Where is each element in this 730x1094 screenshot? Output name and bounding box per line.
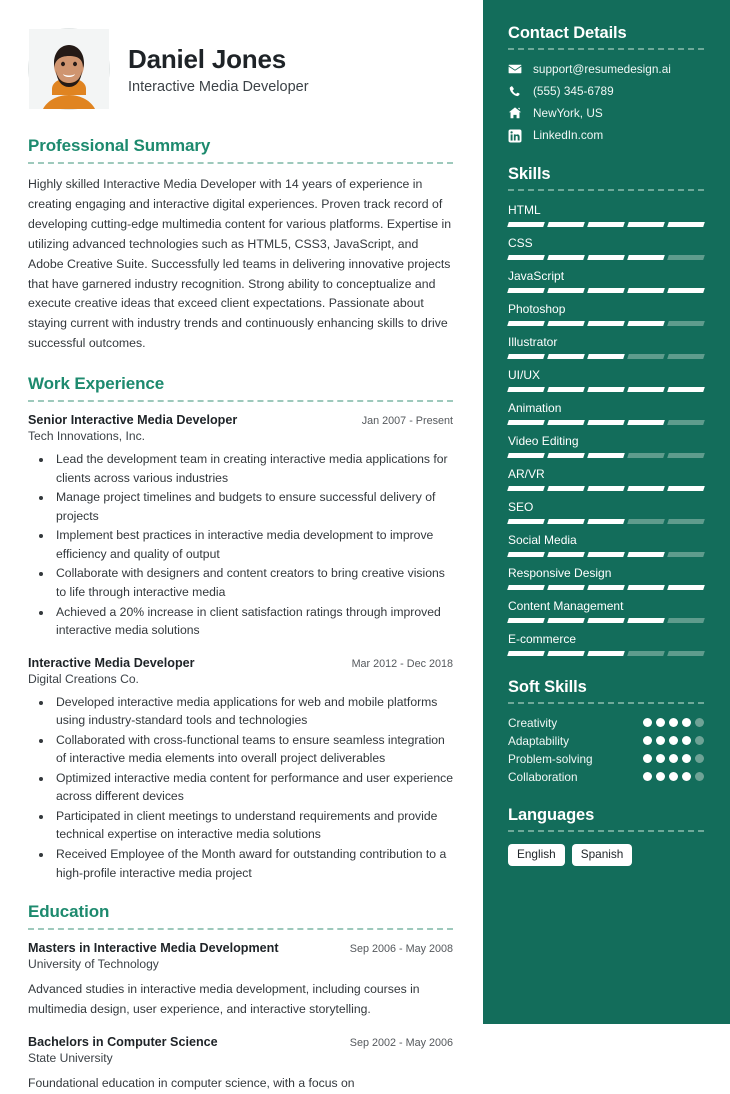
avatar (28, 28, 110, 110)
rating-dot-filled (682, 772, 691, 781)
skill-bar-segment (547, 387, 585, 392)
skill-bar-segment (547, 519, 585, 524)
skill-bar-segment (667, 222, 705, 227)
list-item: • Implement best practices in interactive media development to improve efficiency and quality of output (53, 526, 453, 563)
skill-row (508, 434, 704, 458)
skill-row (508, 599, 704, 623)
work-entry-bullets (28, 693, 453, 882)
skill-bar-segment (587, 519, 625, 524)
contact-text: LinkedIn.com (533, 128, 604, 143)
skill-bar-segment (627, 387, 665, 392)
summary-text: Highly skilled Interactive Media Developer with 14 years of experience in creating engaging and interactive digital experiences. Proven track record of developing cutting-edge multimedia content for various platforms. Expertise in utilizing advanced technologies such as HTML5, CSS3, JavaScript, and Adobe Creative Suite. Successfully led teams in delivering innovative projects that have garnered industry recognition. Strong ability to conceptualize and execute creative ideas that exceed client expectations. Passionate about staying current with industry trends and continuously enhancing skills to drive successful outcomes. (28, 177, 452, 351)
rating-dot-filled (682, 736, 691, 745)
skill-row (508, 368, 704, 392)
work-entry-org: Digital Creations Co. (28, 671, 139, 686)
language-tag: Spanish (572, 844, 633, 866)
skill-bar-segment (667, 552, 705, 557)
education-entry-head (28, 1035, 453, 1049)
skill-bar-segment (547, 354, 585, 359)
work-entry-date: Jan 2007 - Present (361, 415, 453, 428)
skill-row (508, 566, 704, 590)
rating-dot-filled (643, 772, 652, 781)
sidebar-title-languages: Languages (508, 805, 595, 824)
list-item: • Participated in client meetings to understand requirements and provide technical expertise on interactive media solutions (53, 807, 453, 844)
rating-dot-filled (669, 718, 678, 727)
divider (28, 162, 453, 164)
contact-item[interactable] (508, 128, 704, 142)
section-title-summary: Professional Summary (28, 136, 211, 155)
section-professional-summary (28, 136, 453, 354)
skill-bar-segment (507, 321, 545, 326)
section-soft-skills (508, 678, 704, 784)
skill-bar-segment (667, 420, 705, 425)
skill-name: Responsive Design (508, 565, 612, 580)
contact-item[interactable] (508, 106, 704, 120)
rating-dot-filled (656, 736, 665, 745)
education-entry-date: Sep 2002 - May 2006 (349, 1037, 453, 1050)
divider (28, 400, 453, 402)
skill-name: SEO (508, 499, 534, 514)
skill-bar-segment (507, 354, 545, 359)
skill-bar-segment (587, 618, 625, 623)
skill-bar-segment (507, 453, 545, 458)
work-entry-date: Mar 2012 - Dec 2018 (351, 657, 453, 670)
skill-bar-segment (507, 618, 545, 623)
page-title: Daniel Jones (128, 44, 286, 75)
skill-bar-segment (667, 387, 705, 392)
skill-bar-segment (667, 255, 705, 260)
skill-bar-segment (547, 651, 585, 656)
soft-skill-name: Collaboration (508, 769, 578, 784)
skill-bar-segment (627, 420, 665, 425)
skill-bar-segment (547, 552, 585, 557)
skill-level-bar (508, 486, 704, 491)
skill-bar-segment (627, 486, 665, 491)
name-block (128, 43, 309, 95)
rating-dot-filled (682, 754, 691, 763)
work-entry-head (28, 413, 453, 427)
rating-dot-filled (656, 754, 665, 763)
skills-list (508, 203, 704, 656)
linkedin-icon (508, 129, 522, 143)
skill-name: AR/VR (508, 466, 545, 481)
skill-level-bar (508, 453, 704, 458)
skill-name: E-commerce (508, 631, 577, 646)
soft-skill-name: Creativity (508, 715, 558, 730)
rating-dot-filled (643, 718, 652, 727)
contact-text: (555) 345-6789 (533, 84, 614, 99)
home-icon (508, 106, 522, 120)
rating-dot-filled (656, 718, 665, 727)
section-languages (508, 806, 704, 866)
sidebar-title-skills: Skills (508, 164, 551, 183)
soft-skill-rating (643, 736, 704, 745)
skill-bar-segment (587, 354, 625, 359)
skill-bar-segment (507, 651, 545, 656)
list-item: • Lead the development team in creating interactive media applications for clients across various industries (53, 450, 453, 487)
skill-bar-segment (587, 255, 625, 260)
soft-skill-rating (643, 754, 704, 763)
section-education (28, 902, 453, 1094)
skill-bar-segment (667, 453, 705, 458)
education-entry-description: Advanced studies in interactive media development, including courses in multimedia design, user experience, and interactive storytelling. (28, 982, 420, 1016)
skill-bar-segment (507, 387, 545, 392)
rating-dot-empty (695, 736, 704, 745)
education-list (28, 941, 453, 1094)
skill-bar-segment (547, 453, 585, 458)
list-item: • Optimized interactive media content for performance and user experience across different devices (53, 769, 453, 806)
skill-name: CSS (508, 235, 533, 250)
skill-row (508, 467, 704, 491)
skill-level-bar (508, 321, 704, 326)
skill-name: Photoshop (508, 301, 566, 316)
list-item: • Manage project timelines and budgets to ensure successful delivery of projects (53, 488, 453, 525)
education-entry-degree: Bachelors in Computer Science (28, 1035, 218, 1050)
skill-level-bar (508, 222, 704, 227)
section-work-experience (28, 374, 453, 882)
skill-row (508, 401, 704, 425)
divider (508, 189, 704, 191)
section-title-education: Education (28, 902, 110, 922)
skill-bar-segment (587, 321, 625, 326)
skill-level-bar (508, 387, 704, 392)
skill-name: JavaScript (508, 268, 565, 283)
skill-name: Video Editing (508, 433, 579, 448)
soft-skills-list (508, 716, 704, 784)
skill-bar-segment (667, 354, 705, 359)
work-entry-role: Interactive Media Developer (28, 655, 195, 670)
work-entry-head (28, 656, 453, 670)
skill-row (508, 302, 704, 326)
divider (508, 48, 704, 50)
rating-dot-filled (643, 736, 652, 745)
education-entry-description: Foundational education in computer science, with a focus on (28, 1076, 355, 1091)
skill-bar-segment (547, 222, 585, 227)
skill-bar-segment (507, 420, 545, 425)
work-list (28, 413, 453, 882)
soft-skill-row (508, 752, 704, 766)
skill-name: Social Media (508, 532, 577, 547)
rating-dot-empty (695, 718, 704, 727)
list-item: • Developed interactive media applications for web and mobile platforms using industry-standard tools and technologies (53, 693, 453, 730)
skill-bar-segment (627, 453, 665, 458)
work-entry-bullets (28, 450, 453, 639)
soft-skill-row (508, 734, 704, 748)
section-title-work: Work Experience (28, 374, 165, 394)
skill-bar-segment (507, 486, 545, 491)
list-item: • Collaborate with designers and content creators to bring creative visions to life through interactive media (53, 564, 453, 601)
work-entry-org: Tech Innovations, Inc. (28, 429, 145, 444)
skill-name: Illustrator (508, 334, 558, 349)
job-title: Interactive Media Developer (128, 78, 309, 95)
list-item: • Received Employee of the Month award for outstanding contribution to a high-profile interactive media project (53, 845, 453, 882)
rating-dot-filled (669, 772, 678, 781)
soft-skill-rating (643, 718, 704, 727)
sidebar-title-soft-skills: Soft Skills (508, 677, 587, 696)
skill-bar-segment (547, 486, 585, 491)
soft-skill-row (508, 770, 704, 784)
skill-bar-segment (627, 585, 665, 590)
skill-name: Animation (508, 400, 562, 415)
list-item: • Achieved a 20% increase in client satisfaction ratings through improved interactive media solutions (53, 603, 453, 640)
skill-bar-segment (507, 255, 545, 260)
contact-text: NewYork, US (533, 106, 603, 121)
education-entry-head (28, 941, 453, 955)
skill-bar-segment (627, 354, 665, 359)
list-item: • Collaborated with cross-functional teams to ensure seamless integration of interactive media elements into overall project deliverables (53, 731, 453, 768)
skill-bar-segment (547, 618, 585, 623)
skill-level-bar (508, 420, 704, 425)
skill-bar-segment (667, 288, 705, 293)
section-contact-details (508, 24, 704, 143)
skill-bar-segment (667, 651, 705, 656)
education-entry-school: State University (28, 1051, 113, 1066)
sidebar-title-contact: Contact Details (508, 24, 627, 42)
skill-bar-segment (627, 222, 665, 227)
phone-icon (508, 84, 522, 98)
skill-bar-segment (587, 453, 625, 458)
skill-bar-segment (587, 420, 625, 425)
skill-bar-segment (507, 552, 545, 557)
skill-bar-segment (627, 288, 665, 293)
skill-bar-segment (587, 486, 625, 491)
contact-item[interactable] (508, 84, 704, 98)
skill-level-bar (508, 288, 704, 293)
soft-skill-name: Problem-solving (508, 751, 593, 766)
skill-bar-segment (667, 585, 705, 590)
education-entry-degree: Masters in Interactive Media Development (28, 941, 279, 956)
skill-bar-segment (667, 486, 705, 491)
divider (28, 928, 453, 930)
rating-dot-empty (695, 772, 704, 781)
skill-bar-segment (667, 519, 705, 524)
contact-text: support@resumedesign.ai (533, 62, 671, 76)
education-entry-date: Sep 2006 - May 2008 (349, 943, 453, 956)
rating-dot-filled (656, 772, 665, 781)
skill-bar-segment (587, 222, 625, 227)
work-entry (28, 413, 453, 639)
skill-level-bar (508, 519, 704, 524)
skill-level-bar (508, 552, 704, 557)
education-entry (28, 941, 453, 1019)
skill-name: UI/UX (508, 367, 541, 382)
skill-row (508, 269, 704, 293)
contact-item[interactable] (508, 62, 704, 76)
work-entry (28, 656, 453, 882)
divider (508, 830, 704, 832)
skill-level-bar (508, 255, 704, 260)
skill-bar-segment (507, 222, 545, 227)
skill-row (508, 236, 704, 260)
skill-bar-segment (587, 288, 625, 293)
skill-bar-segment (627, 552, 665, 557)
skill-bar-segment (587, 651, 625, 656)
education-entry-school: University of Technology (28, 957, 159, 972)
soft-skill-rating (643, 772, 704, 781)
skill-bar-segment (547, 585, 585, 590)
education-entry (28, 1035, 453, 1094)
skill-bar-segment (587, 585, 625, 590)
skill-bar-segment (547, 288, 585, 293)
skill-bar-segment (667, 618, 705, 623)
profile-photo-icon (29, 29, 109, 109)
skill-level-bar (508, 585, 704, 590)
work-entry-role: Senior Interactive Media Developer (28, 413, 238, 428)
skill-row (508, 500, 704, 524)
skill-bar-segment (627, 321, 665, 326)
contact-list (508, 62, 704, 143)
envelope-icon (508, 62, 522, 76)
skill-name: Content Management (508, 598, 624, 613)
skill-bar-segment (627, 651, 665, 656)
rating-dot-filled (669, 736, 678, 745)
skill-bar-segment (507, 585, 545, 590)
rating-dot-filled (669, 754, 678, 763)
divider (508, 702, 704, 704)
skill-bar-segment (507, 288, 545, 293)
skill-bar-segment (587, 387, 625, 392)
rating-dot-filled (643, 754, 652, 763)
resume-header (28, 28, 453, 110)
skill-bar-segment (507, 519, 545, 524)
skill-row (508, 632, 704, 656)
languages-list (508, 844, 704, 866)
language-tag: English (508, 844, 565, 866)
skill-bar-segment (587, 552, 625, 557)
skill-level-bar (508, 618, 704, 623)
skill-bar-segment (547, 420, 585, 425)
section-skills (508, 165, 704, 656)
skill-bar-segment (547, 255, 585, 260)
skill-level-bar (508, 354, 704, 359)
rating-dot-empty (695, 754, 704, 763)
skill-bar-segment (627, 519, 665, 524)
skill-row (508, 203, 704, 227)
skill-bar-segment (547, 321, 585, 326)
skill-bar-segment (627, 255, 665, 260)
skill-row (508, 533, 704, 557)
skill-name: HTML (508, 202, 541, 217)
rating-dot-filled (682, 718, 691, 727)
sidebar-column (483, 0, 730, 1024)
soft-skill-row (508, 716, 704, 730)
skill-row (508, 335, 704, 359)
skill-level-bar (508, 651, 704, 656)
soft-skill-name: Adaptability (508, 733, 569, 748)
skill-bar-segment (627, 618, 665, 623)
skill-bar-segment (667, 321, 705, 326)
